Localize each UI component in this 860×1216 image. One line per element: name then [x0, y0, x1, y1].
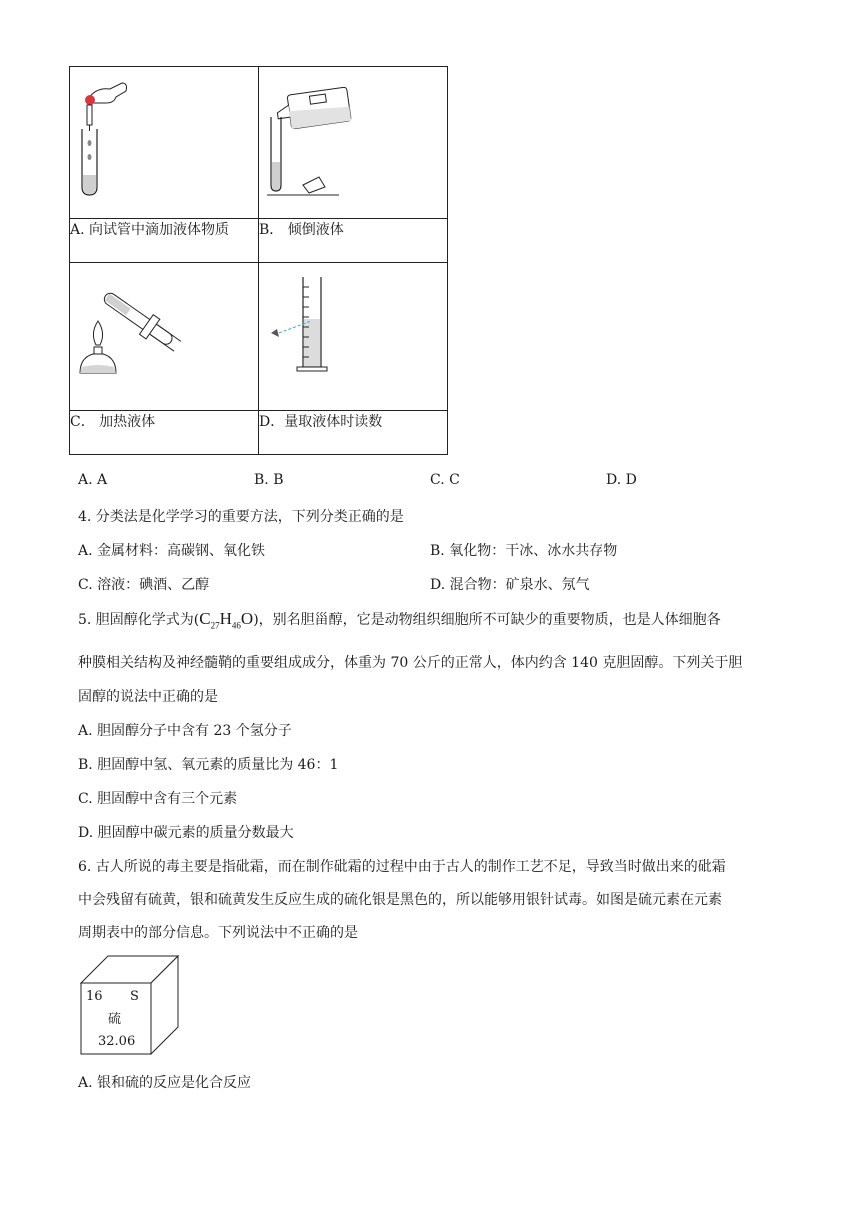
atomic-mass: 32.06 — [98, 1034, 136, 1049]
q6-stem-line3: 周期表中的部分信息。下列说法中不正确的是 — [78, 925, 358, 941]
q5-stem-line3: 固醇的说法中正确的是 — [78, 689, 218, 705]
q5-stem-start: 5. 胆固醇化学式为( — [78, 612, 200, 628]
caption-c: C． 加热液体 — [70, 411, 259, 455]
q6-stem-line1: 6. 古人所说的毒主要是指砒霜，而在制作砒霜的过程中由于古人的制作工艺不足，导致当时做出来的砒霜 — [78, 859, 726, 875]
formula-o: O — [240, 609, 254, 628]
q5-stem-rest: )，别名胆甾醇，它是动物组织细胞所不可缺少的重要物质，也是人体细胞各 — [253, 612, 721, 628]
q3-option-b: B. B — [254, 472, 284, 488]
q5-stem-line1 — [78, 609, 721, 630]
atomic-number: 16 — [86, 989, 103, 1004]
q3-option-c: C. C — [430, 472, 460, 488]
element-symbol: S — [130, 989, 139, 1004]
q4-option-b: B. 氧化物：干冰、冰水共存物 — [430, 543, 618, 559]
figure-c-heating — [70, 263, 259, 411]
formula-c: C — [199, 609, 211, 628]
q4-option-a: A. 金属材料：高碳钢、氧化铁 — [78, 543, 266, 559]
dropper-icon — [70, 67, 258, 214]
caption-d: D．量取液体时读数 — [259, 411, 448, 455]
q5-stem-line2: 种膜相关结构及神经髓鞘的重要组成成分，体重为 70 公斤的正常人，体内约含 140 克胆固醇。下列关于胆 — [78, 655, 743, 671]
figure-d-cylinder — [259, 263, 448, 411]
q4-option-c: C. 溶液：碘酒、乙醇 — [78, 577, 210, 593]
q6-stem-line2: 中会残留有硫黄，银和硫黄发生反应生成的硫化银是黑色的，所以能够用银针试毒。如图是硫元素在元素 — [78, 892, 722, 908]
q5-option-c: C. 胆固醇中含有三个元素 — [78, 791, 238, 807]
caption-a: A. 向试管中滴加液体物质 — [70, 219, 259, 263]
figure-a-dropper — [70, 67, 259, 219]
q3-option-d: D. D — [606, 472, 637, 488]
q5-option-b: B. 胆固醇中氢、氧元素的质量比为 46：1 — [78, 757, 339, 773]
figure-b-pouring — [259, 67, 448, 219]
q5-option-a: A. 胆固醇分子中含有 23 个氢分子 — [78, 723, 292, 739]
formula-h: H — [219, 609, 232, 628]
q6-option-a: A. 银和硫的反应是化合反应 — [78, 1075, 252, 1091]
q4-stem: 4. 分类法是化学学习的重要方法，下列分类正确的是 — [78, 509, 404, 525]
caption-b: B． 倾倒液体 — [259, 219, 448, 263]
q3-option-a: A. A — [78, 472, 108, 488]
sulfur-element-cell — [80, 955, 180, 1055]
cholesterol-formula — [199, 609, 254, 631]
alcohol-lamp-icon — [70, 263, 258, 387]
graduated-cylinder-icon — [259, 263, 405, 387]
pouring-icon — [259, 67, 405, 214]
q5-option-d: D. 胆固醇中碳元素的质量分数最大 — [78, 825, 294, 841]
element-name: 硫 — [108, 1012, 122, 1027]
formula-sub-c: 27 — [210, 620, 220, 631]
formula-sub-h: 46 — [231, 620, 241, 631]
q4-option-d: D. 混合物：矿泉水、氖气 — [430, 577, 590, 593]
q3-figure-table — [69, 66, 448, 455]
